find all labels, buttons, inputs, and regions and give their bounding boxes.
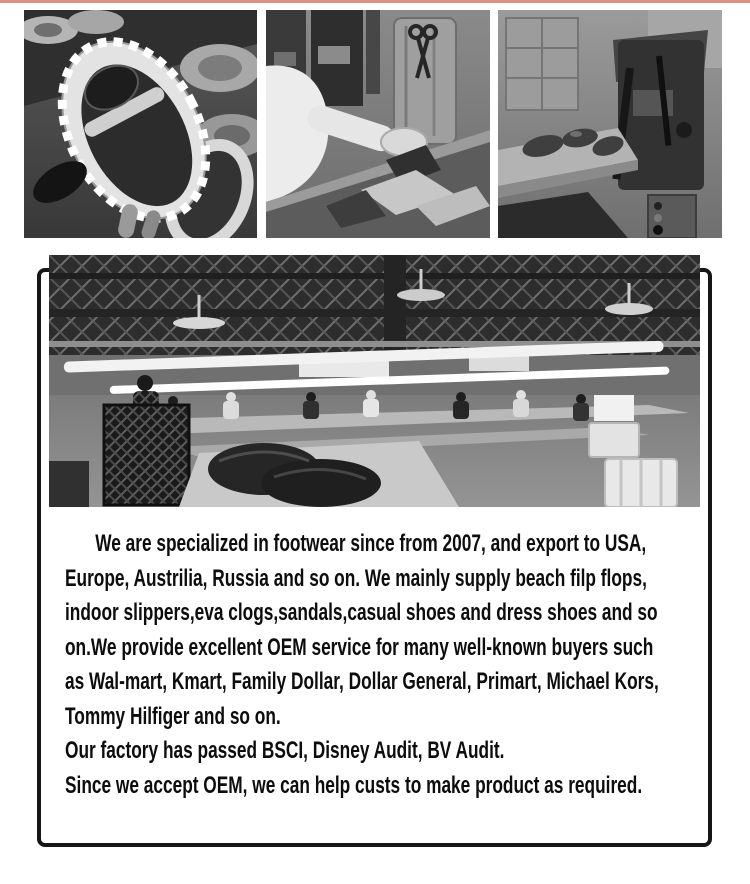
top-accent-strip bbox=[0, 0, 750, 3]
intro-line: Our factory has passed BSCI, Disney Audit, BV Audit. bbox=[65, 737, 505, 764]
photo-cutting-bench bbox=[266, 10, 490, 238]
intro-line: Europe, Austrilia, Russia and so on. We mainly supply beach filp flops, bbox=[65, 564, 647, 592]
intro-line: Since we accept OEM, we can help custs to make product as required. bbox=[65, 771, 643, 799]
intro-line: Tommy Hilfiger and so on. bbox=[65, 702, 281, 730]
intro-line: on.We provide excellent OEM service for many well-known buyers such bbox=[65, 633, 654, 661]
photo-shoe-upper-assembly bbox=[24, 10, 257, 238]
photo-factory-workshop-art bbox=[49, 255, 700, 507]
company-intro-text bbox=[65, 527, 725, 803]
photo-cutting-bench-art bbox=[266, 10, 490, 238]
photo-shoe-upper-assembly-art bbox=[24, 10, 257, 238]
intro-line: as Wal-mart, Kmart, Family Dollar, Dollar General, Primart, Michael Kors, bbox=[65, 668, 659, 695]
photo-lasting-machine-art bbox=[498, 10, 722, 238]
photo-factory-workshop bbox=[49, 255, 700, 507]
intro-line: We are specialized in footwear since from 2007, and export to USA, bbox=[95, 530, 647, 557]
intro-line: indoor slippers,eva clogs,sandals,casual shoes and dress shoes and so bbox=[65, 599, 658, 626]
photo-lasting-machine bbox=[498, 10, 722, 238]
